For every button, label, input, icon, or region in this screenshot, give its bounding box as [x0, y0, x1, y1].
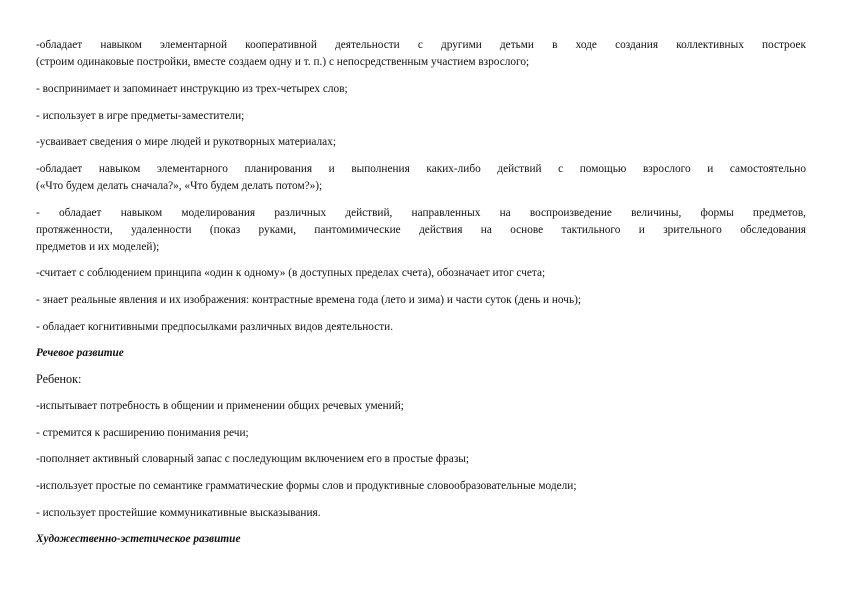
- paragraph-cognitive: - обладает когнитивными предпосылками различных видов деятельности.: [36, 321, 394, 333]
- child-label: Ребенок:: [36, 372, 82, 386]
- paragraph-counting: -считает с соблюдением принципа «один к одному» (в доступных пределах счета), обозначает итог счета;: [36, 267, 546, 279]
- speech-item: -использует простые по семантике грамматические формы слов и продуктивные словообразовательные модели;: [36, 480, 577, 492]
- paragraph-seasons: - знает реальные явления и их изображения: контрастные времена года (лето и зима) и части суток (день и ночь);: [36, 294, 582, 306]
- paragraph-substitutes: - использует в игре предметы-заместители;: [36, 110, 245, 122]
- paragraph-modeling-line2: протяженности, удаленности (показ руками, пантомимические действия на основе тактильного и зрительного обследования: [36, 224, 806, 236]
- speech-item: -пополняет активный словарный запас с последующим включением его в простые фразы;: [36, 453, 470, 465]
- paragraph-world-knowledge: -усваивает сведения о мире людей и рукотворных материалах;: [36, 136, 336, 148]
- section-heading-speech: Речевое развитие: [36, 347, 124, 359]
- paragraph-modeling-line3: предметов и их моделей);: [36, 241, 160, 253]
- paragraph-modeling-line1: - обладает навыком моделирования различных действий, направленных на воспроизведение величины, формы предметов,: [36, 207, 806, 219]
- speech-item: - стремится к расширению понимания речи;: [36, 427, 249, 439]
- paragraph-planning-line2: («Что будем делать сначала?», «Что будем делать потом?»);: [36, 180, 323, 192]
- speech-item: -испытывает потребность в общении и применении общих речевых умений;: [36, 400, 404, 412]
- paragraph-cooperative-line2: (строим одинаковые постройки, вместе создаем одну и т. п.) с непосредственным участием взрослого;: [36, 56, 530, 68]
- paragraph-planning-line1: -обладает навыком элементарного планирования и выполнения каких-либо действий с помощью взрослого и самостоятельно: [36, 163, 806, 175]
- paragraph-cooperative-line1: -обладает навыком элементарной кооперативной деятельности с другими детьми в ходе создания коллективных построек: [36, 39, 806, 51]
- paragraph-instruction: - воспринимает и запоминает инструкцию из трех-четырех слов;: [36, 83, 348, 95]
- section-heading-art: Художественно-эстетическое развитие: [36, 533, 241, 545]
- speech-item: - использует простейшие коммуникативные высказывания.: [36, 507, 321, 519]
